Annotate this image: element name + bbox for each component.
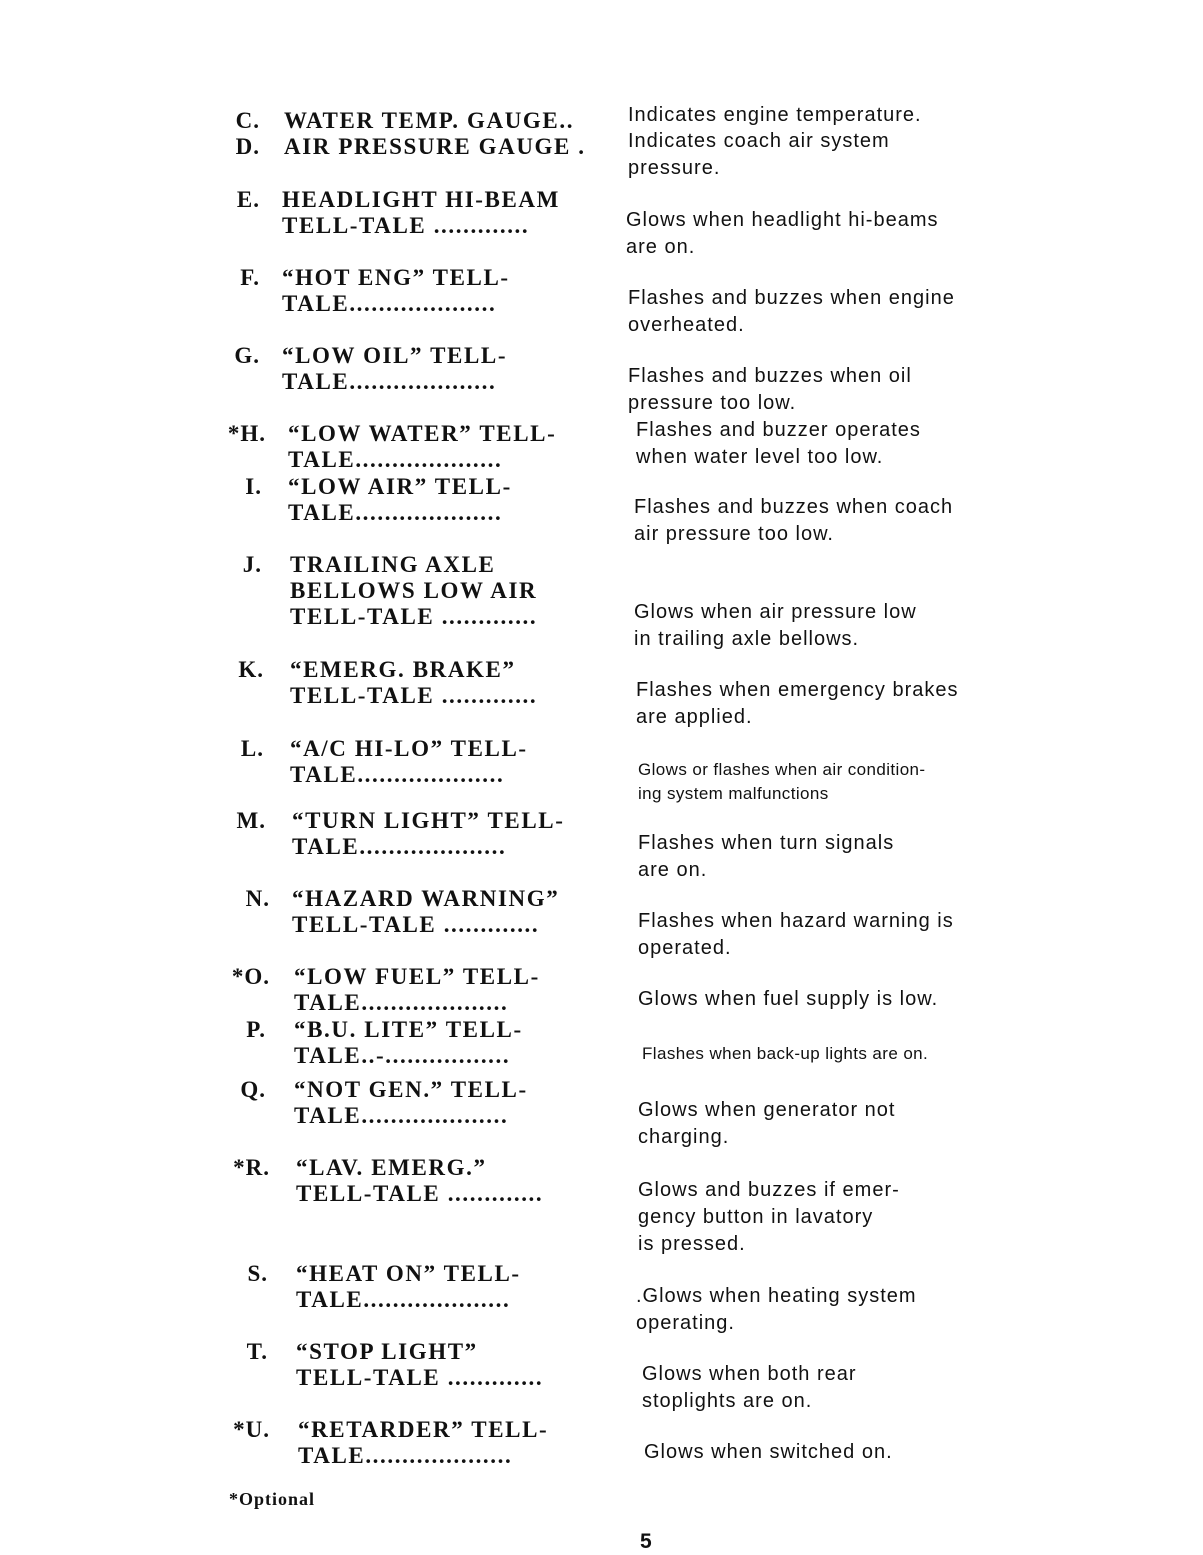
description-line: ing system malfunctions [638,784,829,803]
description-line: Indicates engine temperature. [628,104,922,126]
description-line: stoplights are on. [642,1390,813,1412]
entry-letter: I. [245,474,262,499]
entry-letter: T. [246,1339,268,1364]
entry-description [638,986,938,1013]
entry-term-line: “TURN LIGHT” TELL- [292,808,565,833]
description-line: Glows when both rear [642,1363,857,1385]
entry-term-line: “LOW OIL” TELL- [282,343,508,368]
description-line: operating. [636,1312,735,1334]
entry-term-line: “B.U. LITE” TELL- [294,1017,523,1042]
entry-letter: P. [246,1017,266,1042]
entry-term-line: TALE..-................. [294,1043,511,1068]
entry-term-line: “LOW FUEL” TELL- [294,964,540,989]
entry-letter: *U. [233,1417,270,1442]
description-line: are applied. [636,706,753,728]
description-line: Glows when air pressure low [634,601,917,623]
description-line: pressure too low. [628,392,797,414]
entry-term-line: TALE.................... [292,834,507,859]
description-line: Flashes when turn signals [638,832,895,854]
entry-term-line: “LAV. EMERG.” [296,1155,487,1180]
entry-description [628,102,922,129]
entry-description [644,1439,893,1466]
entry-term-line: TELL-TALE ............. [282,213,530,238]
entry-term-line: TELL-TALE ............. [290,683,538,708]
entry-description [636,1283,917,1337]
entry-description [638,1177,900,1258]
entry-term-line: TALE.................... [296,1287,511,1312]
entry-description [636,677,958,731]
entry-description [638,1097,895,1151]
entry-description [628,363,912,417]
description-line: charging. [638,1126,730,1148]
entry-term-line: TALE.................... [298,1443,513,1468]
entry-letter: *H. [227,421,266,446]
entry-term-line: HEADLIGHT HI-BEAM [282,187,560,212]
description-line: operated. [638,937,732,959]
description-line: Flashes and buzzes when engine [628,287,955,309]
entry-letter: E. [236,187,260,212]
entry-term-line: TALE.................... [288,500,503,525]
entry-term-line: TALE.................... [288,447,503,472]
description-line: Indicates coach air system [628,130,890,152]
entry-term-line: TALE.................... [282,291,497,316]
description-line: Glows when switched on. [644,1441,893,1463]
entry-term-line: AIR PRESSURE GAUGE . [284,134,586,159]
description-line: Glows and buzzes if emer- [638,1179,900,1201]
entry-description [638,758,925,806]
description-line: air pressure too low. [634,523,834,545]
entry-description [636,417,921,471]
entry-letter: F. [240,265,260,290]
description-line: overheated. [628,314,745,336]
description-line: Glows when headlight hi-beams [626,209,939,231]
entry-term-line: “HAZARD WARNING” [292,886,560,911]
description-line: Glows when fuel supply is low. [638,988,939,1010]
entry-letter: S. [247,1261,268,1286]
description-line: Flashes when hazard warning is [638,910,954,932]
description-line: Glows or flashes when air condition- [638,760,926,779]
description-line: are on. [638,859,708,881]
description-line: Flashes and buzzer operates [636,419,921,441]
entry-term-line: TELL-TALE ............. [290,604,538,629]
description-line: when water level too low. [636,446,884,468]
entry-letter: J. [242,552,262,577]
description-line: Glows when generator not [638,1099,896,1121]
entry-term-line: TELL-TALE ............. [296,1365,544,1390]
entry-description [642,1042,928,1066]
description-line: pressure. [628,157,721,179]
entry-description [638,830,894,884]
entry-letter: C. [235,108,260,133]
entry-term-line: “LOW WATER” TELL- [288,421,557,446]
entry-term-line: TELL-TALE ............. [296,1181,544,1206]
entry-term-line: “A/C HI-LO” TELL- [290,736,528,761]
page-number: 5 [640,1530,652,1553]
entry-term-line: “NOT GEN.” TELL- [294,1077,528,1102]
entry-term-line: “LOW AIR” TELL- [288,474,512,499]
entry-term-line: TALE.................... [294,990,509,1015]
description-line: .Glows when heating system [636,1285,917,1307]
optional-footnote: *Optional [229,1489,316,1509]
entry-term-line: TALE.................... [290,762,505,787]
entry-term-line: TELL-TALE ............. [292,912,540,937]
entry-letter: N. [245,886,270,911]
description-line: Flashes when emergency brakes [636,679,959,701]
description-line: is pressed. [638,1233,746,1255]
entry-letter: M. [236,808,266,833]
entry-letter: Q. [240,1077,266,1102]
description-line: are on. [626,236,696,258]
entry-term-line: “EMERG. BRAKE” [290,657,516,682]
description-line: in trailing axle bellows. [634,628,860,650]
entry-description [628,128,890,182]
entry-letter: L. [240,736,264,761]
entry-letter: D. [235,134,260,159]
entry-description [628,285,955,339]
entry-term-line: “RETARDER” TELL- [298,1417,549,1442]
entry-letter: *O. [231,964,270,989]
entry-description [634,494,953,548]
description-line: Flashes and buzzes when coach [634,496,954,518]
entry-term-line: “HEAT ON” TELL- [296,1261,521,1286]
description-line: Flashes when back-up lights are on. [642,1044,929,1063]
entry-term-line: TALE.................... [294,1103,509,1128]
entry-term-line: TRAILING AXLE [290,552,496,577]
entry-letter: *R. [233,1155,270,1180]
entry-letter: G. [234,343,260,368]
entry-term-line: BELLOWS LOW AIR [290,578,538,603]
entry-letter: K. [238,657,264,682]
entry-description [642,1361,857,1415]
entry-term-line: TALE.................... [282,369,497,394]
entry-term-line: “HOT ENG” TELL- [282,265,510,290]
entry-description [638,908,954,962]
entry-term-line: WATER TEMP. GAUGE.. [284,108,575,133]
entry-description [626,207,939,261]
description-line: Flashes and buzzes when oil [628,365,912,387]
description-line: gency button in lavatory [638,1206,874,1228]
entry-term-line: “STOP LIGHT” [296,1339,478,1364]
entry-description [634,599,917,653]
